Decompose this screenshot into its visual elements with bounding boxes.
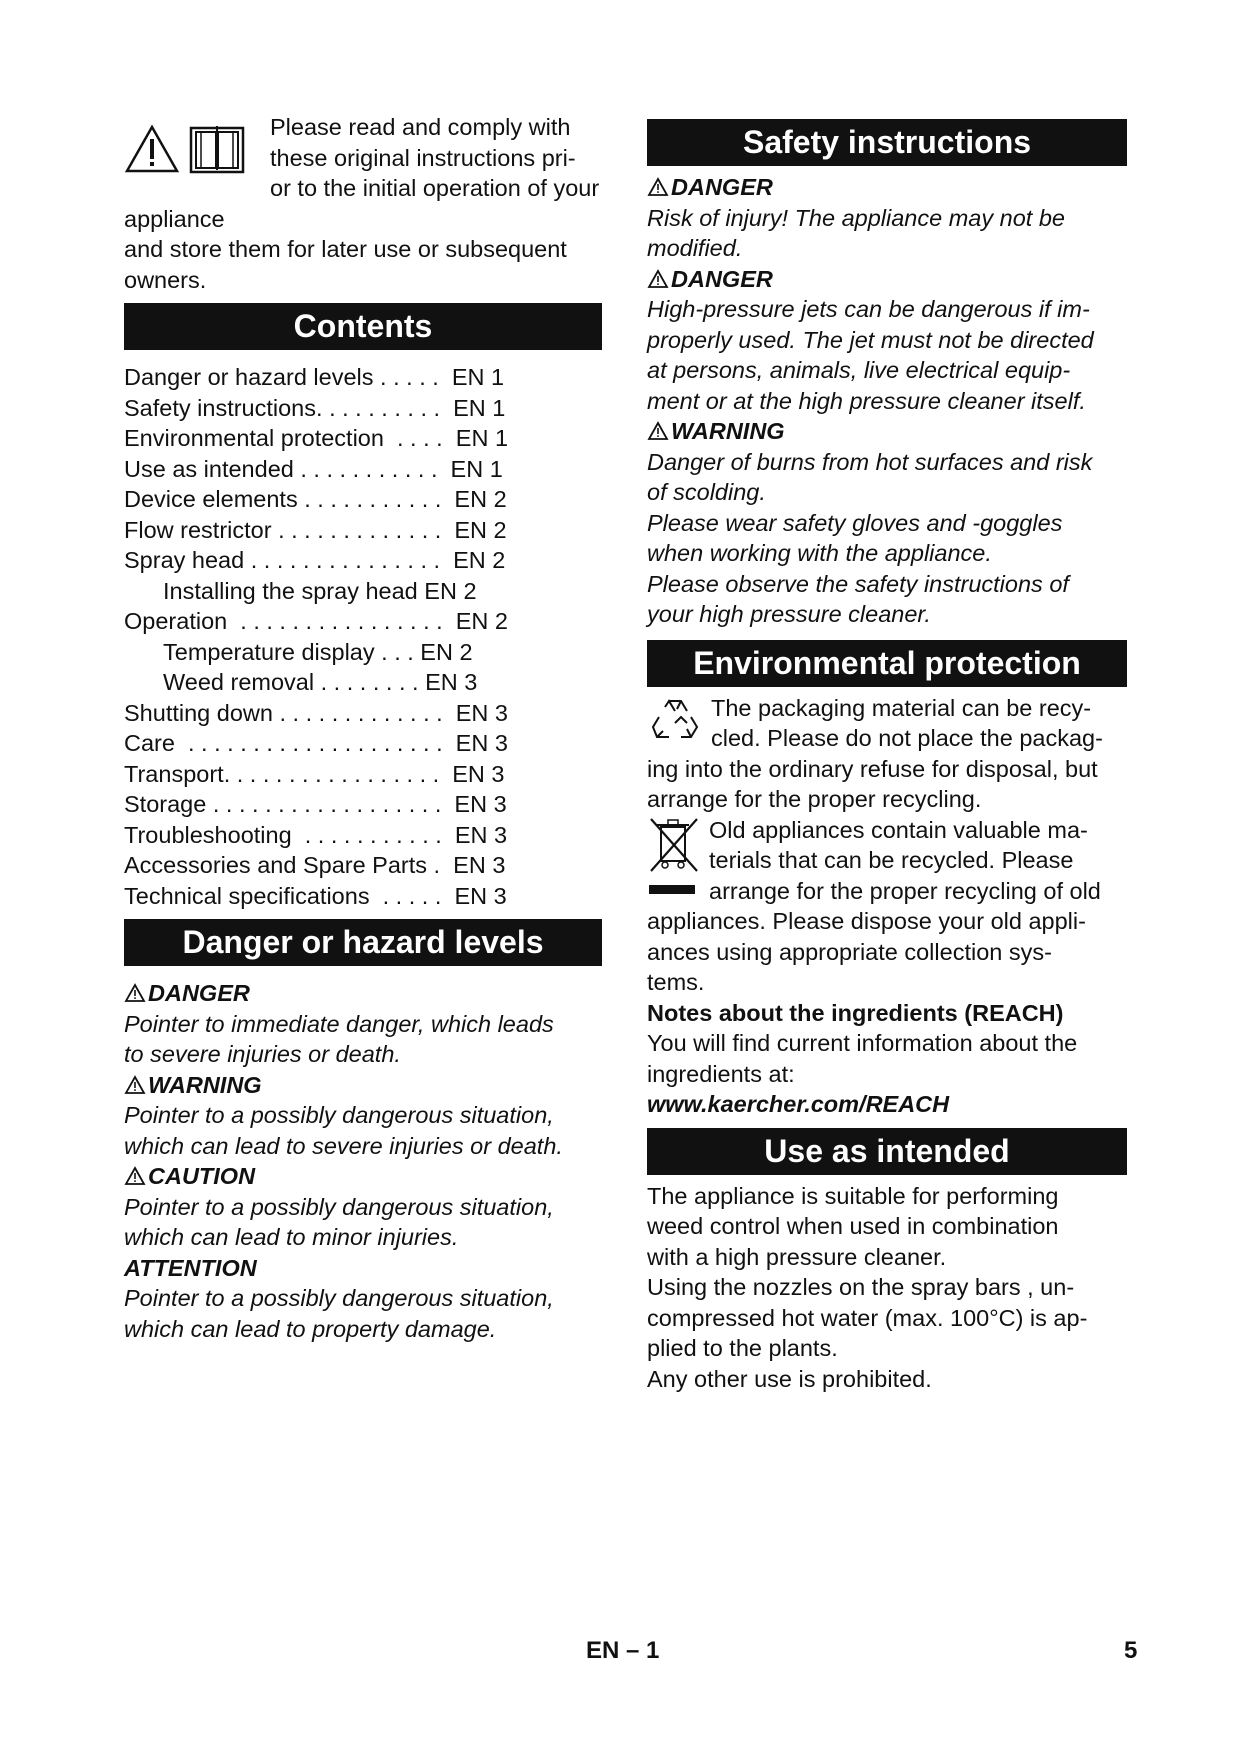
toc-item[interactable]: Flow restrictor . . . . . . . . . . . . . EN 2 xyxy=(124,516,507,543)
attention-description: Pointer to a possibly dangerous situation, which can lead to property damage. xyxy=(124,1285,554,1342)
warning-triangle-icon xyxy=(124,983,146,1003)
signal-warning: WARNING xyxy=(124,1070,602,1101)
toc-item[interactable]: Operation . . . . . . . . . . . . . . . . EN 2 xyxy=(124,608,508,634)
signal-attention: ATTENTION xyxy=(124,1254,257,1281)
intro-icons xyxy=(124,112,266,174)
recycling-icon xyxy=(647,693,703,749)
safety-danger-text: High-pressure jets can be dangerous if im- properly used. The jet must not be directed at persons, animals, live electrical equip- ment or at the high pressure cleaner itself. xyxy=(647,296,1094,414)
signal-danger: DANGER xyxy=(647,264,1127,295)
crossed-bin-icon xyxy=(647,815,701,875)
toc-item[interactable]: Troubleshooting . . . . . . . . . . . EN 3 xyxy=(124,821,508,848)
warning-triangle-icon xyxy=(124,1075,146,1095)
warning-triangle-icon xyxy=(647,177,669,197)
toc-subitem[interactable]: Installing the spray head EN 2 xyxy=(163,577,477,604)
caution-description: Pointer to a possibly dangerous situation, which can lead to minor injuries. xyxy=(124,1193,554,1250)
toc-subitem[interactable]: Temperature display . . . EN 2 xyxy=(163,638,473,665)
weee-symbol xyxy=(647,815,701,903)
recycling-note xyxy=(647,693,1127,815)
page-number: 5 xyxy=(1124,1637,1138,1664)
toc-item[interactable]: Safety instructions. . . . . . . . . . EN 1 xyxy=(124,394,506,421)
use-text: The appliance is suitable for performing weed control when used in combination with a high pressure cleaner. Using the nozzles on the spray bars , un- compressed hot water (max. 100°C) is ap- plied to the plants. Any other use is prohibited. xyxy=(647,1182,1088,1392)
environment-heading: Environmental protection xyxy=(647,640,1127,687)
safety-danger-text: Risk of injury! The appliance may not be modified. xyxy=(647,204,1065,261)
danger-description: Pointer to immediate danger, which leads to severe injuries or death. xyxy=(124,1010,554,1067)
signal-warning: WARNING xyxy=(647,416,1127,447)
reach-link[interactable]: www.kaercher.com/REACH xyxy=(647,1091,950,1117)
intro xyxy=(124,112,602,295)
contents-heading: Contents xyxy=(124,303,602,350)
warning-description: Pointer to a possibly dangerous situation, which can lead to severe injuries or death. xyxy=(124,1102,563,1159)
safety-heading: Safety instructions xyxy=(647,119,1127,166)
weee-note xyxy=(647,815,1127,998)
toc-subitem[interactable]: Weed removal . . . . . . . . EN 3 xyxy=(163,669,478,695)
use-heading: Use as intended xyxy=(647,1128,1127,1175)
table-of-contents xyxy=(124,362,602,911)
signal-danger: DANGER xyxy=(647,172,1127,203)
signal-danger: DANGER xyxy=(124,978,602,1009)
toc-item[interactable]: Device elements . . . . . . . . . . . EN 2 xyxy=(124,486,507,512)
toc-item[interactable]: Transport. . . . . . . . . . . . . . . . . EN 3 xyxy=(124,760,505,787)
toc-item[interactable]: Care . . . . . . . . . . . . . . . . . . . . EN 3 xyxy=(124,730,508,756)
safety-warning-text: Danger of burns from hot surfaces and risk of scolding. Please wear safety gloves and -goggles when working with the appliance. Please observe the safety instructions of your high pressure cleaner. xyxy=(647,448,1093,627)
reach-heading: Notes about the ingredients (REACH) xyxy=(647,999,1064,1026)
warning-triangle-icon xyxy=(124,124,180,174)
intro-text: Please read and comply with these original instructions pri- or to the initial operation of your appliance and store them for later use or subsequent owners. xyxy=(124,114,600,293)
signal-caution: CAUTION xyxy=(124,1161,602,1192)
left-column xyxy=(124,112,602,1344)
recycling-text: The packaging material can be recy- cled. Please do not place the packag- ing into the ordinary refuse for disposal, but arrange for the proper recycling. xyxy=(647,694,1103,812)
toc-item[interactable]: Technical specifications . . . . . EN 3 xyxy=(124,882,507,909)
warning-triangle-icon xyxy=(647,421,669,441)
toc-item[interactable]: Storage . . . . . . . . . . . . . . . . . . EN 3 xyxy=(124,791,507,817)
toc-item[interactable]: Danger or hazard levels . . . . . EN 1 xyxy=(124,364,505,390)
toc-item[interactable]: Environmental protection . . . . EN 1 xyxy=(124,425,509,451)
right-column xyxy=(647,113,1127,1394)
hazard-levels-heading: Danger or hazard levels xyxy=(124,919,602,966)
page-code: EN – 1 xyxy=(586,1637,660,1664)
warning-triangle-icon xyxy=(647,269,669,289)
toc-item[interactable]: Accessories and Spare Parts . EN 3 xyxy=(124,852,506,878)
toc-item[interactable]: Shutting down . . . . . . . . . . . . . EN 3 xyxy=(124,699,508,726)
weee-bar xyxy=(649,885,695,894)
toc-item[interactable]: Spray head . . . . . . . . . . . . . . . EN 2 xyxy=(124,547,506,573)
reach-text: You will find current information about the ingredients at: xyxy=(647,1030,1078,1087)
warning-triangle-icon xyxy=(124,1166,146,1186)
manual-book-icon xyxy=(188,122,246,174)
weee-text: Old appliances contain valuable ma- terials that can be recycled. Please arrange for the proper recycling of old appliances. Please dispose your old appli- ances using appropriate collection sys- tems. xyxy=(647,816,1101,995)
toc-item[interactable]: Use as intended . . . . . . . . . . . EN 1 xyxy=(124,455,503,482)
